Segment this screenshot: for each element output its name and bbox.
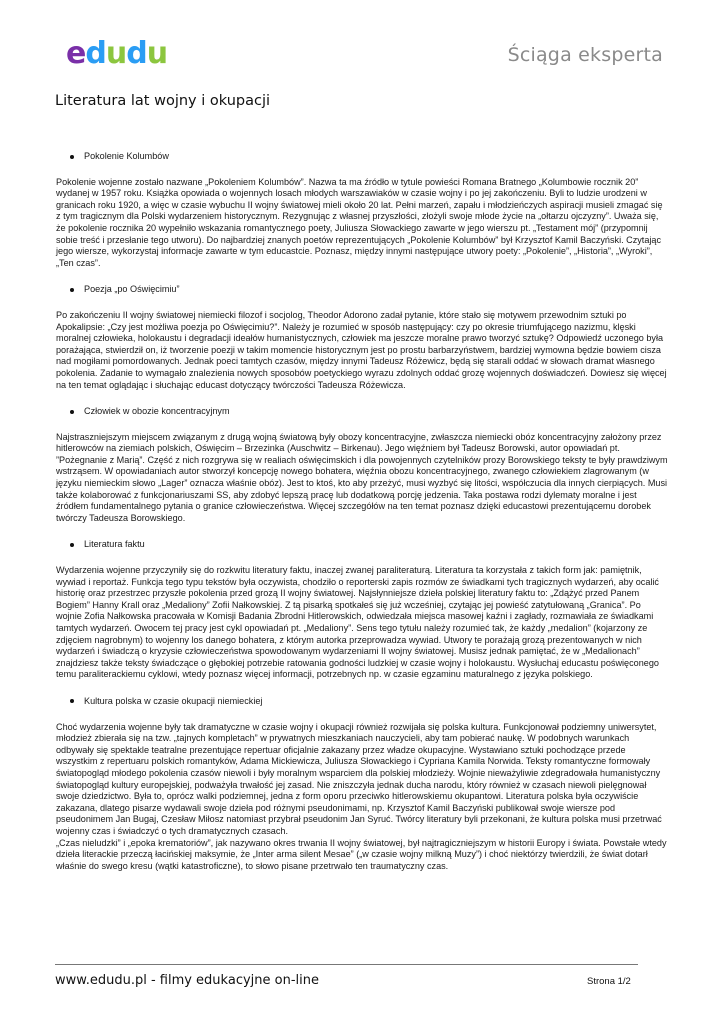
paragraph: Choć wydarzenia wojenne były tak dramatyczne w czasie wojny i okupacji również rozwijała się polska kultura. Funkcjonował podziemny uniwersytet, młodzież zbierała się na tzw. „tajnych kompletach” w prywatnych mieszkaniach nauczycieli, aby tam pobierać naukę. W podobnych warunkach odbywały się spektakle teatralne prezentujące repertuar oficjalnie zakazany przez władze okupacyjne. Wystawiano sztuki pochodzące przede wszystkim z repertuaru polskich romantyków, Adama Mickiewicza, Juliusza Słowackiego i Cypriana Kamila Norwida. Teksty romantyczne formowały światopogląd młodego pokolenia czasów niewoli i były moralnym wsparciem dla polskiej młodzieży. Wojnie nieważyliwie zdegradowała humanistyczny światopogląd kultury europejskiej, podważyła trwałość jej zasad. Nie zniszczyła jednak ducha narodu, który również w czasach niewoli pielęgnował swoje dziedzictwo. Była to, oprócz walki podziemnej, jedna z form oporu przeciwko hitlerowskiemu okupantowi. Literatura polska była oczywiście zakazana, dlatego pisarze wydawali swoje dzieła pod różnymi pseudonimami, np. Krzysztof Kamil Baczyński publikował swoje wiersze pod pseudonimem Jan Bugaj, Czesław Miłosz natomiast przybrał pseudonim Jan Syruć. Twórcy literatury byli przekonani, że kultura polska musi przetrwać wojenny czas i świadczyć o tych dramatycznych czasach.	[56, 721, 662, 836]
paragraph: Pokolenie wojenne zostało nazwane „Pokoleniem Kolumbów”. Nazwa ta ma źródło w tytule powieści Romana Bratnego „Kolumbowie rocznik 20” wydanej w 1957 roku. Książka opowiada o wojennych losach młodych warszawiaków w czasie wojny i po jej zakończeniu. Byli to ludzie urodzeni w granicach roku 1920, a więc w czasie wybuchu II wojny światowej mieli około 20 lat. Pełni marzeń, zapału i młodzieńczych aspiracji musieli zmagać się z tym tragicznym dla Polski wydarzeniem historycznym. Rezygnując z własnej przyszłości, złożyli swoje młode życie na „ołtarzu ojczyzny”. Uważa się, że pokolenie rocznika 20 wypełniło wskazania romantycznego poety, Juliusza Słowackiego zawarte w jego wierszu pt. „Testament mój” (przypomnij sobie treść i przesłanie tego utworu). Do najbardziej znanych poetów reprezentujących „Pokolenie Kolumbów” był Krzysztof Kamil Baczyński. Czytając jego wiersze, wykorzystaj informacje zawarte w tym educastcie. Poznasz, między innymi następujące utwory poety: „Pokolenie”, „Historia”, „Wyroki”, „Ten czas”.	[56, 176, 663, 268]
bullet-heading: Poezja „po Oświęcimiu”	[70, 284, 668, 296]
page-title: Literatura lat wojny i okupacji	[55, 93, 271, 109]
footer-divider	[55, 964, 638, 965]
svg-text:edudu: edudu	[66, 36, 168, 71]
bullet-heading: Człowiek w obozie koncentracyjnym	[70, 406, 668, 418]
section-label: Ściąga eksperta	[507, 44, 663, 66]
bullet-heading: Kultura polska w czasie okupacji niemieckiej	[70, 696, 668, 708]
document-body	[56, 151, 668, 872]
edudu-logo[interactable]	[64, 36, 182, 76]
paragraph: Wydarzenia wojenne przyczyniły się do rozkwitu literatury faktu, inaczej zwanej paraliteraturą. Literatura ta korzystała z takich form jak: pamiętnik, wywiad i reportaż. Funkcja tego typu tekstów była oczywista, chodziło o reporterski zapis rozmów ze świadkami tych tragicznych wydarzeń, aby ocalić historię oraz przestrzec przyszłe pokolenia przed grozą II wojny światowej. Najsłynniejsze dzieła polskiej literatury faktu to: „Zdążyć przed Panem Bogiem” Hanny Krall oraz „Medaliony” Zofii Nałkowskiej. Z tą pisarką spotkałeś się już wcześniej, czytając jej powieść zatytułowaną „Granica”. Po wojnie Zofia Nałkowska pracowała w Komisji Badania Zbrodni Hitlerowskich, odwiedzała miejsca masowej kaźni i zagłady, rozmawiała ze świadkami tamtych wydarzeń. Owocem tej pracy jest cykl opowiadań pt. „Medaliony”. Sens tego tytułu należy rozumieć tak, że każdy „medalion” (kojarzony ze zdjęciem nagrobnym) to wojenny los danego bohatera, z którym autorka przeprowadza wywiad. Utwory te porażają grozą prezentowanych w nich wydarzeń i świadczą o kryzysie człowieczeństwa spowodowanym wydarzeniami II wojny światowej. Musisz jednak pamiętać, że w „Medalionach” znajdziesz także teksty świadczące o głębokiej potrzebie ratowania godności ludzkiej w czasie wojny i holokaustu. Wysłuchaj educastu poświęconego temu paraliterackiemu cyklowi, wtedy poznasz więcej informacji, potrzebnych np. w czasie egzaminu maturalnego z języka polskiego.	[56, 565, 659, 680]
page-number: Strona 1/2	[587, 976, 631, 987]
paragraph: Najstraszniejszym miejscem związanym z drugą wojną światową były obozy koncentracyjne, zwłaszcza niemiecki obóz koncentracyjny założony przez hitlerowców na ziemiach polskich, Oświęcim – Brzezinka (Auschwitz – Birkenau). Jego więźniem był Tadeusz Borowski, autor opowiadań pt. ”Pożegnanie z Marią”. Część z nich rozgrywa się w realiach oświęcimskich i dla powojennych czytelników prozy Borowskiego teksty te były prawdziwym wstrząsem. W opowiadaniach autor stworzył koncepcję nowego bohatera, więźnia obozu koncentracyjnego, zwanego człowiekiem zlagrowanym (w języku niemieckim słowo „Lager” oznacza właśnie obóz). Jest to ktoś, kto aby przeżyć, musi wyzbyć się litości, współczucia dla innych cierpiących. Musi także kolaborować z funkcjonariuszami SS, aby zdobyć lepszą pracę lub dodatkową porcję jedzenia. Taka postawa rodzi dylematy moralne i jest źródłem fundamentalnego pytania o granice człowieczeństwa. Więcej szczegółów na ten temat poznasz dzięki educastowi prezentującemu dorobek twórczy Tadeusza Borowskiego.	[56, 431, 668, 523]
footer-site-link[interactable]: www.edudu.pl - filmy edukacyjne on-line	[55, 973, 319, 988]
paragraph: Po zakończeniu II wojny światowej niemiecki filozof i socjolog, Theodor Adorono zadał pytanie, które stało się motywem przewodnim sztuki po Apokalipsie: „Czy jest możliwa poezja po Oświęcimiu?”. Należy je rozumieć w sposób następujący: czy po okresie triumfującego nazizmu, klęski moralnej człowieka, holokaustu i degradacji ideałów humanistycznych, człowiek ma jeszcze moralne prawo tworzyć sztukę? Odpowiedź uczonego była porażająca, stwierdził on, iż tworzenie poezji w takim momencie historycznym jest po prostu barbarzyństwem, bardziej wymowna będzie bowiem cisza nad mogiłami pomordowanych. Jednak poeci tamtych czasów, między innymi Tadeusz Różewicz, będą się starali oddać w słowach dramat własnego pokolenia. Zadanie to wymagało znalezienia nowych sposobów poetyckiego wyrazu zdolnych oddać grozę wojennych doświadczeń. Dowiesz się więcej na ten temat oglądając i słuchając educast dotyczący twórczości Tadeusza Różewicza.	[56, 309, 667, 390]
bullet-heading: Literatura faktu	[70, 539, 668, 551]
paragraph: „Czas nieludzki” i „epoka krematoriów”, jak nazywano okres trwania II wojny światowej, był najtragiczniejszym w historii Europy i świata. Powstałe wtedy dzieła literackie przeczą łacińskiej maksymie, że „Inter arma silent Mesae” („w czasie wojny milkną Muzy”) i choć niektórzy twierdzili, że świat dotarł właśnie do swego kresu (wątki katastroficzne), to słowo pisane przetrwało ten traumatyczny czas.	[56, 837, 667, 871]
bullet-heading: Pokolenie Kolumbów	[70, 151, 668, 163]
